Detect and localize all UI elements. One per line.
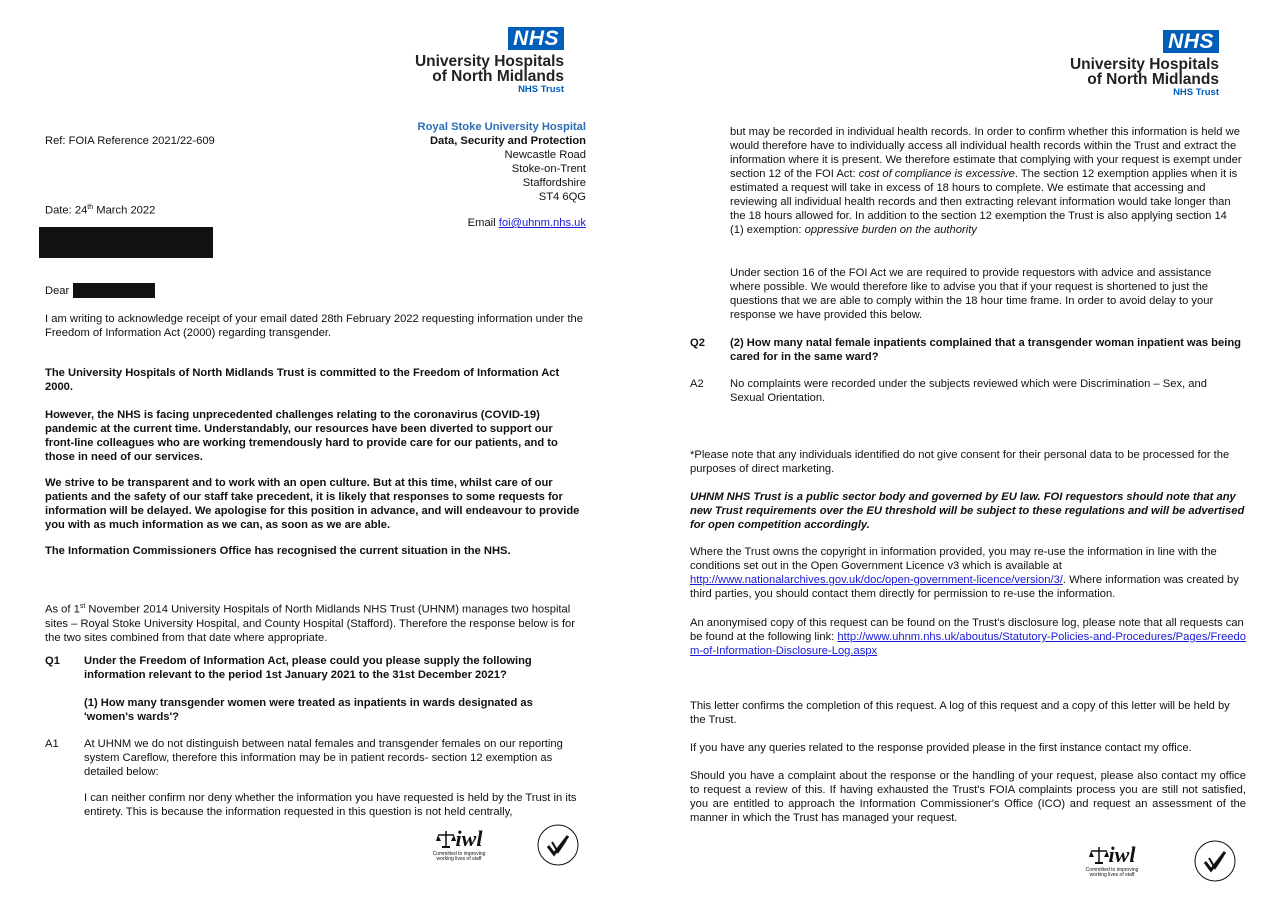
queries-paragraph: If you have any queries related to the response provided please in the first instance contact my office. bbox=[690, 742, 1192, 754]
complaint-paragraph: Should you have a complaint about the response or the handling of your request, please also contact my office to request a review of this. If having exhausted the Trust's FOIA complaints process you are still not satisfied, you are entitled to approach the Information Commissioner's Office (ICO) and request an assessment of the manner in which the Trust has managed your request. bbox=[690, 770, 1246, 824]
cont-italic: oppressive burden on the authority bbox=[804, 224, 977, 236]
ogl-link[interactable]: http://www.nationalarchives.gov.uk/doc/open-government-licence/version/3/ bbox=[690, 574, 1063, 586]
address-line: ST4 6QG bbox=[538, 191, 586, 203]
department-name: Data, Security and Protection bbox=[429, 135, 586, 147]
q2-label: Q2 bbox=[690, 337, 705, 349]
q1-label: Q1 bbox=[45, 655, 60, 667]
address-line: Newcastle Road bbox=[504, 149, 586, 161]
address-block bbox=[340, 120, 586, 230]
a1-continued bbox=[730, 125, 1242, 237]
iwl-subtitle: Committed to improving working lives of staff bbox=[432, 851, 486, 862]
org-trust: NHS Trust bbox=[518, 84, 564, 95]
disability-badge-icon bbox=[532, 822, 584, 868]
reference: Ref: FOIA Reference 2021/22-609 bbox=[45, 135, 215, 147]
salutation-text: Dear bbox=[45, 285, 70, 297]
disability-confident-badge bbox=[1189, 838, 1241, 884]
copyright-paragraph bbox=[690, 545, 1246, 601]
salutation bbox=[45, 284, 69, 298]
email-line bbox=[340, 216, 586, 230]
disclosure-text: An anonymised copy of this request can be found on the Trust's disclosure log, please note that all requests can be found at the following link: bbox=[690, 617, 1244, 643]
iwl-text: iwl bbox=[1108, 842, 1136, 867]
a1-text: At UHNM we do not distinguish between natal females and transgender females on our reporting system Careflow, therefore this information may be in patient records- section 12 exemption as detailed below: bbox=[84, 738, 563, 778]
date-sup: th bbox=[87, 204, 94, 211]
a2-label: A2 bbox=[690, 378, 704, 390]
bold-paragraph: The Information Commissioners Office has recognised the current situation in the NHS. bbox=[45, 545, 511, 557]
iwl-text: iwl bbox=[455, 826, 483, 851]
org-name-line2: of North Midlands bbox=[1087, 71, 1219, 88]
asof-rest: November 2014 University Hospitals of North Midlands NHS Trust (UHNM) manages two hospital sites – Royal Stoke University Hospital, and County Hospital (Stafford). Therefore the response below is for the two sites combined from that date where appropriate. bbox=[45, 603, 576, 644]
a2-text: No complaints were recorded under the subjects reviewed which were Discrimination – Sex, and Sexual Orientation. bbox=[730, 378, 1207, 404]
confirm-paragraph: This letter confirms the completion of this request. A log of this request and a copy of this letter will be held by the Trust. bbox=[690, 700, 1230, 726]
disability-badge-icon bbox=[1189, 838, 1241, 884]
redacted-recipient bbox=[39, 227, 213, 258]
hospital-name: Royal Stoke University Hospital bbox=[417, 121, 586, 133]
asof-paragraph bbox=[45, 600, 575, 645]
org-trust: NHS Trust bbox=[1173, 87, 1219, 98]
email-label: Email bbox=[467, 217, 496, 229]
bold-paragraph: We strive to be transparent and to work with an open culture. But at this time, whilst care of our patients and the safety of our staff take precedent, it is likely that responses to some requests for information will be delayed. We apologise for this position in advance, and will endeavour to provide you with as much information as we can, as soon as we are able. bbox=[45, 477, 580, 531]
iwl-subtitle: Committed to improving working lives of staff bbox=[1085, 867, 1139, 878]
iwl-logo bbox=[428, 826, 490, 862]
disclosure-paragraph bbox=[690, 616, 1246, 658]
section16-paragraph: Under section 16 of the FOI Act we are required to provide requestors with advice and assistance where possible. We would therefore like to advise you that if your request is shortened to just the questions that we are able to comply within the 18 hour time frame. In order to avoid delay to your response we have provided this below. bbox=[730, 267, 1214, 321]
org-name-line1: University Hospitals bbox=[1069, 56, 1219, 73]
cont-text: but may be recorded in individual health records. In order to confirm whether this information is held we would therefore have to individually access all individual health records within the Trust and extract the information where it is present. We therefore estimate that complying with your request is exempt under section 12 of the FOI Act: bbox=[730, 126, 1242, 180]
a1-continuation: I can neither confirm nor deny whether the information you have requested is held by the Trust in its entirety. This is because the information requested in this question is not held centrally, bbox=[84, 792, 577, 818]
org-name-line2: of North Midlands bbox=[432, 68, 564, 85]
scales-icon bbox=[436, 829, 456, 849]
date-suffix: March 2022 bbox=[93, 204, 156, 217]
disability-confident-badge bbox=[532, 822, 584, 868]
letter-page-2 bbox=[641, 0, 1282, 900]
date-prefix: Date: 24 bbox=[45, 204, 88, 217]
iwl-logo bbox=[1081, 842, 1143, 878]
q1-subquestion: (1) How many transgender women were treated as inpatients in wards designated as 'women's wards'? bbox=[84, 697, 533, 723]
disclosure-log-link[interactable]: http://www.uhnm.nhs.uk/aboutus/Statutory-Policies-and-Procedures/Pages/Freedom-of-Information-Disclosure-Log.aspx bbox=[690, 631, 1246, 657]
copyright-text: Where the Trust owns the copyright in information provided, you may re-use the information in line with the conditions set out in the Open Government Licence v3 which is available at bbox=[690, 546, 1217, 572]
q1-text: Under the Freedom of Information Act, please could you please supply the following information relevant to the period 1st January 2021 to the 31st December 2021? bbox=[84, 655, 532, 681]
address-line: Staffordshire bbox=[522, 177, 586, 189]
nhs-logo bbox=[404, 27, 564, 95]
q2-text: (2) How many natal female inpatients complained that a transgender woman inpatient was being cared for in the same ward? bbox=[730, 337, 1241, 363]
letter-date bbox=[45, 201, 155, 218]
email-link[interactable]: foi@uhnm.nhs.uk bbox=[498, 217, 586, 229]
bold-paragraph: The University Hospitals of North Midlands Trust is committed to the Freedom of Information Act 2000. bbox=[45, 367, 560, 393]
intro-paragraph: I am writing to acknowledge receipt of your email dated 28th February 2022 requesting information under the Freedom of Information Act (2000) regarding transgender. bbox=[45, 313, 583, 339]
eu-law-paragraph: UHNM NHS Trust is a public sector body and governed by EU law. FOI requestors should note that any new Trust requirements over the EU threshold will be subject to these regulations and will be advertised for open competition accordingly. bbox=[690, 491, 1245, 531]
redacted-name bbox=[73, 283, 155, 298]
nhs-badge: NHS bbox=[508, 27, 564, 50]
bold-paragraph: However, the NHS is facing unprecedented challenges relating to the coronavirus (COVID-19) pandemic at the current time. Understandably, our resources have been diverted to support our front-line colleagues who are working tremendously hard to provide care for our patients, and to those in need of our services. bbox=[45, 409, 558, 463]
a1-label: A1 bbox=[45, 738, 59, 750]
org-name-line1: University Hospitals bbox=[414, 53, 564, 70]
copyright-text: . Where information was created by third parties, you should contact them directly for permission to re-use the information. bbox=[690, 574, 1239, 600]
asof-sup: st bbox=[79, 603, 86, 610]
nhs-badge: NHS bbox=[1163, 30, 1219, 53]
cont-text: . The section 12 exemption applies when it is estimated a request will take in excess of 18 hours to complete. We estimate that accessing and reviewing all individual health records and then extracting relevant information would take longer than the 18 hours allowed for. In addition to the section 12 exemption the Trust is also applying section 14 (1) exemption: bbox=[730, 168, 1238, 236]
asof-prefix: As of 1 bbox=[45, 603, 80, 616]
nhs-logo bbox=[1057, 30, 1219, 98]
address-line: Stoke-on-Trent bbox=[511, 163, 586, 175]
cont-italic: cost of compliance is excessive bbox=[858, 168, 1015, 180]
consent-note: *Please note that any individuals identified do not give consent for their personal data to be processed for the purposes of direct marketing. bbox=[690, 449, 1230, 475]
scales-icon bbox=[1089, 845, 1109, 865]
